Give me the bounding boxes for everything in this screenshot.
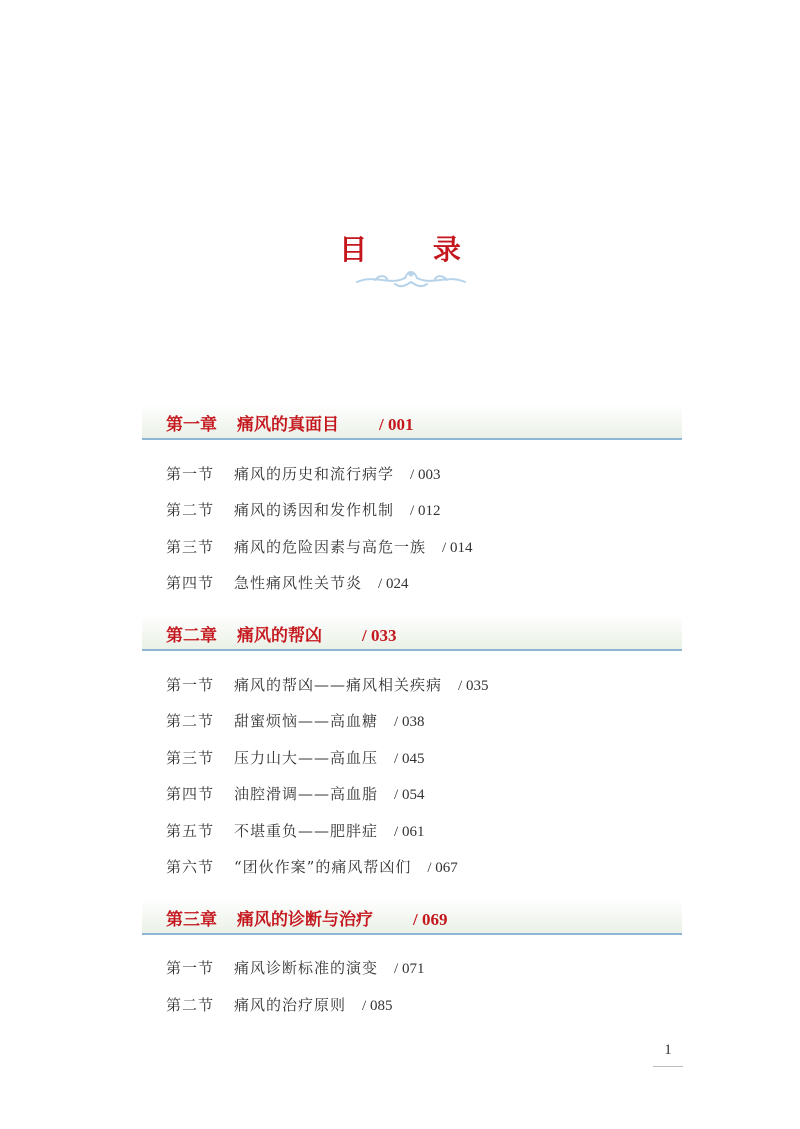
toc-entry[interactable] (166, 499, 440, 520)
section-page: / 045 (394, 751, 425, 767)
toc-entry[interactable] (166, 747, 424, 768)
toc-entry[interactable] (166, 820, 424, 841)
toc-entry[interactable] (166, 710, 424, 731)
section-number: 第二节 (166, 712, 215, 730)
chapter-title: 痛风的诊断与治疗 (237, 910, 373, 930)
page-number-rule (653, 1066, 683, 1067)
section-page: / 003 (410, 467, 441, 483)
toc-title: 目 录 (339, 233, 489, 266)
chapter-page: / 033 (362, 626, 397, 645)
section-number: 第二节 (166, 501, 215, 519)
section-number: 第五节 (166, 822, 215, 840)
title-flourish-ornament-icon (355, 264, 467, 290)
section-title: 不堪重负——肥胖症 (234, 822, 379, 840)
chapter-page: / 001 (379, 415, 414, 434)
section-number: 第三节 (166, 749, 215, 767)
chapter-page: / 069 (413, 910, 448, 929)
section-title: 压力山大——高血压 (234, 749, 379, 767)
chapter-heading-1[interactable] (142, 404, 682, 440)
section-number: 第一节 (166, 676, 215, 694)
section-number: 第二节 (166, 996, 215, 1014)
section-number: 第四节 (166, 574, 215, 592)
section-title: 痛风的治疗原则 (234, 996, 347, 1014)
section-title: 痛风的危险因素与高危一族 (234, 538, 427, 556)
section-number: 第一节 (166, 465, 215, 483)
chapter-title: 痛风的真面目 (237, 415, 339, 435)
toc-entry[interactable] (166, 957, 424, 978)
section-page: / 014 (442, 540, 473, 556)
section-page: / 054 (394, 787, 425, 803)
section-page: / 085 (362, 998, 393, 1014)
chapter-number: 第一章 (166, 415, 217, 435)
chapter-heading-3[interactable] (142, 899, 682, 935)
chapter-number: 第二章 (166, 626, 217, 646)
section-number: 第四节 (166, 785, 215, 803)
section-number: 第三节 (166, 538, 215, 556)
section-title: 痛风诊断标准的演变 (234, 959, 379, 977)
toc-entry[interactable] (166, 674, 488, 695)
section-page: / 012 (410, 503, 441, 519)
section-page: / 067 (427, 860, 458, 876)
section-page: / 024 (378, 576, 409, 592)
section-title: 急性痛风性关节炎 (234, 574, 363, 592)
section-page: / 061 (394, 824, 425, 840)
section-title: “团伙作案”的痛风帮凶们 (234, 858, 412, 876)
toc-entry[interactable] (166, 994, 392, 1015)
section-title: 甜蜜烦恼——高血糖 (234, 712, 379, 730)
page-number: 1 (664, 1042, 672, 1058)
toc-entry[interactable] (166, 856, 458, 877)
toc-entry[interactable] (166, 463, 440, 484)
chapter-title: 痛风的帮凶 (237, 626, 322, 646)
section-page: / 035 (458, 678, 489, 694)
section-title: 痛风的帮凶——痛风相关疾病 (234, 676, 443, 694)
section-number: 第六节 (166, 858, 215, 876)
toc-entry[interactable] (166, 572, 408, 593)
section-page: / 038 (394, 714, 425, 730)
section-page: / 071 (394, 961, 425, 977)
chapter-heading-2[interactable] (142, 615, 682, 651)
toc-entry[interactable] (166, 536, 472, 557)
section-title: 痛风的诱因和发作机制 (234, 501, 395, 519)
section-title: 痛风的历史和流行病学 (234, 465, 395, 483)
section-title: 油腔滑调——高血脂 (234, 785, 379, 803)
toc-entry[interactable] (166, 783, 424, 804)
section-number: 第一节 (166, 959, 215, 977)
chapter-number: 第三章 (166, 910, 217, 930)
